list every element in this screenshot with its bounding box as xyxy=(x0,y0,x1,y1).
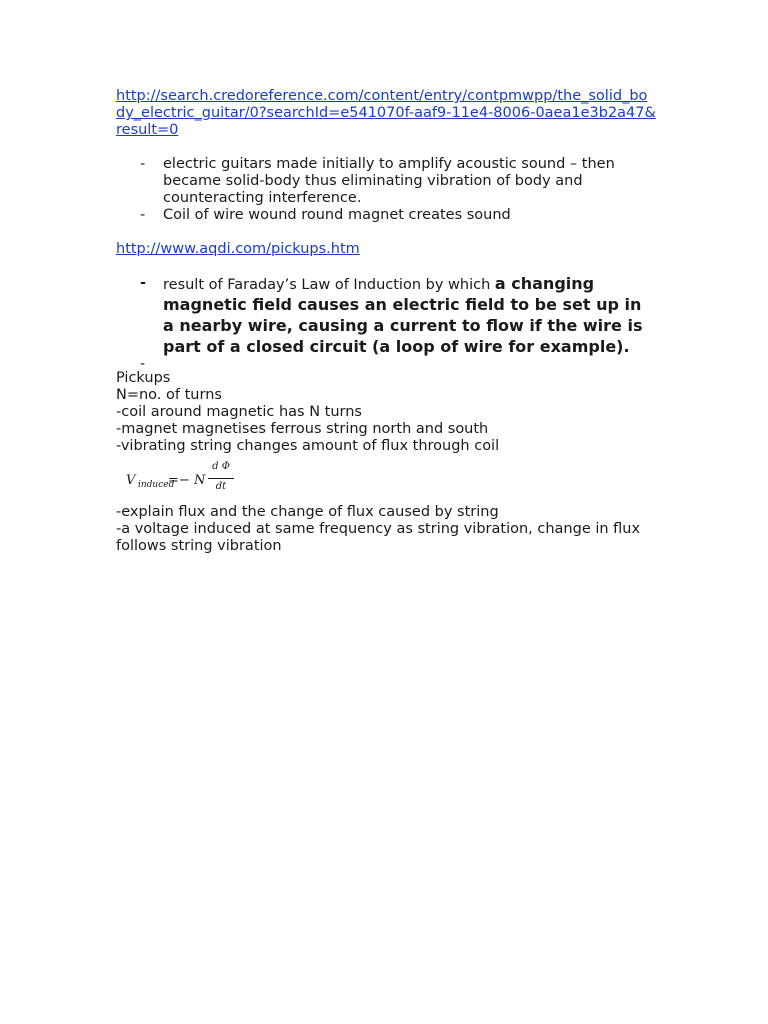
formula-v: V xyxy=(126,473,136,488)
pickups-notes xyxy=(116,370,656,455)
aqdi-pickups-link[interactable]: http://www.aqdi.com/pickups.htm xyxy=(116,241,360,257)
note-line: -a voltage induced at same frequency as string vibration, change in flux follows string vibration xyxy=(116,521,641,554)
bullet-dash: - xyxy=(140,156,146,172)
note-line: -coil around magnetic has N turns xyxy=(116,404,362,420)
bullet-dash: - xyxy=(140,207,146,223)
formula-denominator: dt xyxy=(215,481,227,492)
note-line: -vibrating string changes amount of flux through coil xyxy=(116,438,500,454)
note-line: N=no. of turns xyxy=(116,387,222,403)
bullet-dash: - xyxy=(140,275,147,291)
bullet-text: Coil of wire wound round magnet creates sound xyxy=(163,207,511,223)
formula-subscript: induced xyxy=(138,480,175,490)
faraday-lead-text: result of Faraday’s Law of Induction by which xyxy=(163,277,495,293)
guitar-notes-list xyxy=(116,156,656,224)
faraday-list xyxy=(116,274,656,358)
faraday-emphasis-text: a changing magnetic field causes an electric field to be set up in a nearby wire, causing a current to flow if the wire is part of a closed circuit (a loop of wire for example). xyxy=(163,274,643,356)
induced-voltage-formula xyxy=(116,461,656,502)
list-item xyxy=(116,207,656,224)
empty-bullet-dash: - xyxy=(140,356,146,372)
fraction-bar xyxy=(208,478,234,479)
formula-numerator: d Φ xyxy=(212,461,230,472)
flux-notes xyxy=(116,504,656,555)
list-item xyxy=(116,156,656,207)
formula-equals: =− xyxy=(168,473,190,488)
document-page xyxy=(116,86,656,555)
pickups-heading: Pickups xyxy=(116,370,171,386)
credo-reference-link[interactable]: http://search.credoreference.com/content/entry/contpmwpp/the_solid_body_electric_guitar/0?searchId=e541070f-aaf9-11e4-8006-0aea1e3b2a47&result=0 xyxy=(116,88,656,138)
formula-n: N xyxy=(194,473,206,488)
note-line: -magnet magnetises ferrous string north and south xyxy=(116,421,489,437)
bullet-text: electric guitars made initially to amplify acoustic sound – then became solid-body thus eliminating vibration of body and counteracting interference. xyxy=(163,156,615,206)
list-item xyxy=(116,274,656,358)
note-line: -explain flux and the change of flux caused by string xyxy=(116,504,499,520)
